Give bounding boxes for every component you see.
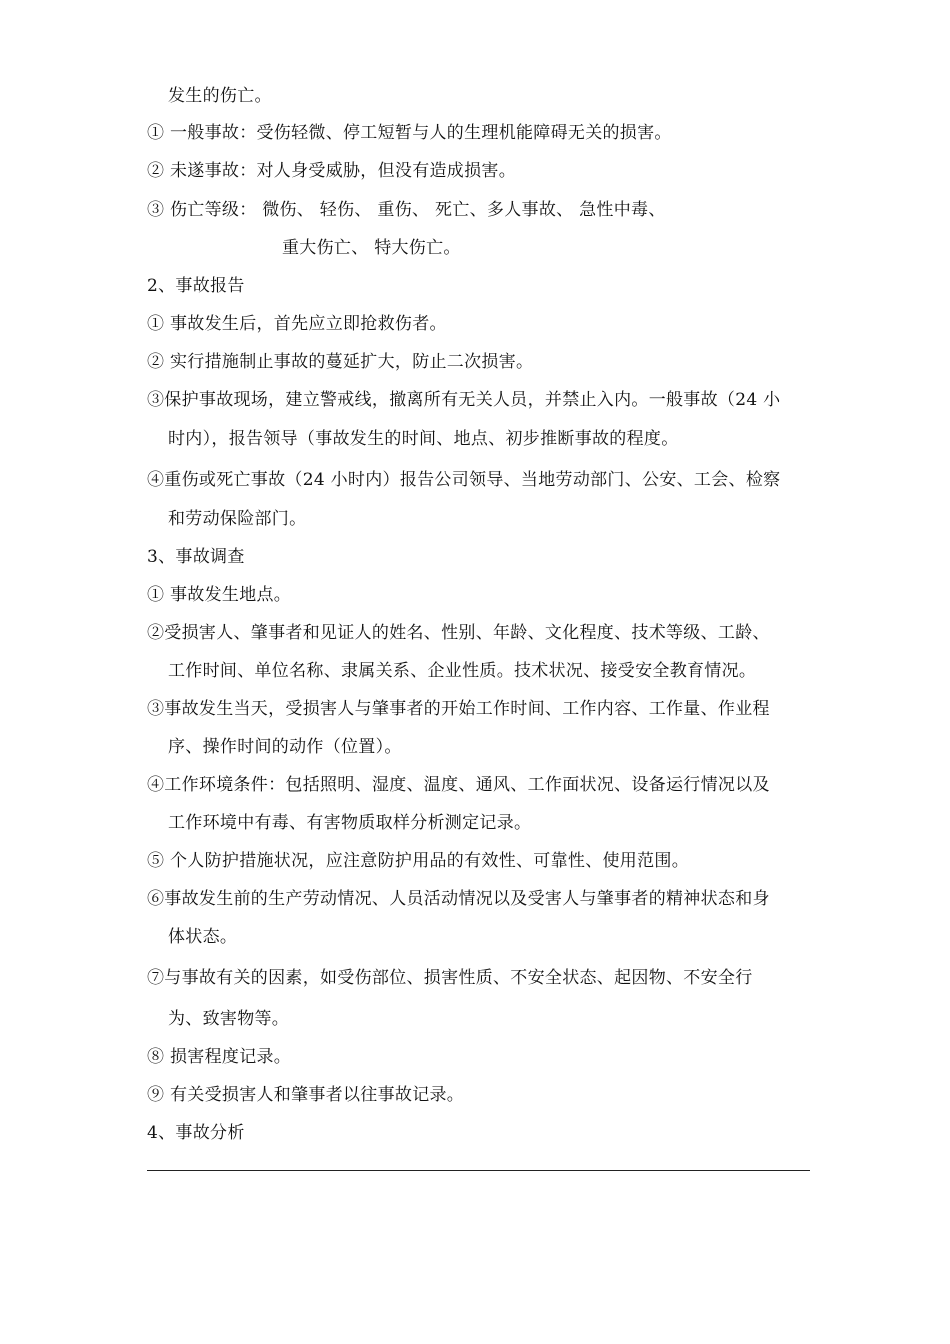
text-line: ②受损害人、肇事者和见证人的姓名、性别、年龄、文化程度、技术等级、工龄、 bbox=[147, 623, 770, 643]
text-line: ③ 伤亡等级： 微伤、 轻伤、 重伤、 死亡、多人事故、 急性中毒、 bbox=[147, 200, 666, 220]
text-line: ⑤ 个人防护措施状况，应注意防护用品的有效性、可靠性、使用范围。 bbox=[147, 851, 690, 871]
section-heading: 3、事故调查 bbox=[147, 547, 245, 567]
text-line: 发生的伤亡。 bbox=[168, 86, 272, 106]
text-line: 体状态。 bbox=[168, 927, 238, 947]
footer-divider bbox=[147, 1170, 810, 1171]
text-line: 重大伤亡、 特大伤亡。 bbox=[282, 238, 461, 258]
text-line: ⑧ 损害程度记录。 bbox=[147, 1047, 292, 1067]
text-line: 序、操作时间的动作（位置）。 bbox=[168, 737, 402, 757]
text-line: 工作时间、单位名称、隶属关系、企业性质。技术状况、接受安全教育情况。 bbox=[168, 661, 757, 681]
section-heading: 2、事故报告 bbox=[147, 276, 245, 296]
section-heading: 4、事故分析 bbox=[147, 1123, 245, 1143]
text-line: ⑥事故发生前的生产劳动情况、人员活动情况以及受害人与肇事者的精神状态和身 bbox=[147, 889, 770, 909]
text-line: ① 一般事故：受伤轻微、停工短暂与人的生理机能障碍无关的损害。 bbox=[147, 123, 672, 143]
text-line: ⑦与事故有关的因素，如受伤部位、损害性质、不安全状态、起因物、不安全行 bbox=[147, 968, 753, 988]
text-line: ③保护事故现场，建立警戒线，撤离所有无关人员，并禁止入内。一般事故（24 小 bbox=[147, 390, 781, 410]
text-line: ④重伤或死亡事故（24 小时内）报告公司领导、当地劳动部门、公安、工会、检察 bbox=[147, 470, 781, 490]
text-line: 时内），报告领导（事故发生的时间、地点、初步推断事故的程度。 bbox=[168, 429, 679, 449]
text-line: ② 实行措施制止事故的蔓延扩大，防止二次损害。 bbox=[147, 352, 534, 372]
text-line: ④工作环境条件：包括照明、湿度、温度、通风、工作面状况、设备运行情况以及 bbox=[147, 775, 770, 795]
text-line: ⑨ 有关受损害人和肇事者以往事故记录。 bbox=[147, 1085, 465, 1105]
text-line: 和劳动保险部门。 bbox=[168, 509, 307, 529]
text-line: ① 事故发生后，首先应立即抢救伤者。 bbox=[147, 314, 447, 334]
text-line: 工作环境中有毒、有害物质取样分析测定记录。 bbox=[168, 813, 532, 833]
text-line: ① 事故发生地点。 bbox=[147, 585, 292, 605]
text-line: ③事故发生当天，受损害人与肇事者的开始工作时间、工作内容、工作量、作业程 bbox=[147, 699, 770, 719]
text-line: ② 未遂事故：对人身受威胁，但没有造成损害。 bbox=[147, 161, 517, 181]
text-line: 为、致害物等。 bbox=[168, 1009, 290, 1029]
